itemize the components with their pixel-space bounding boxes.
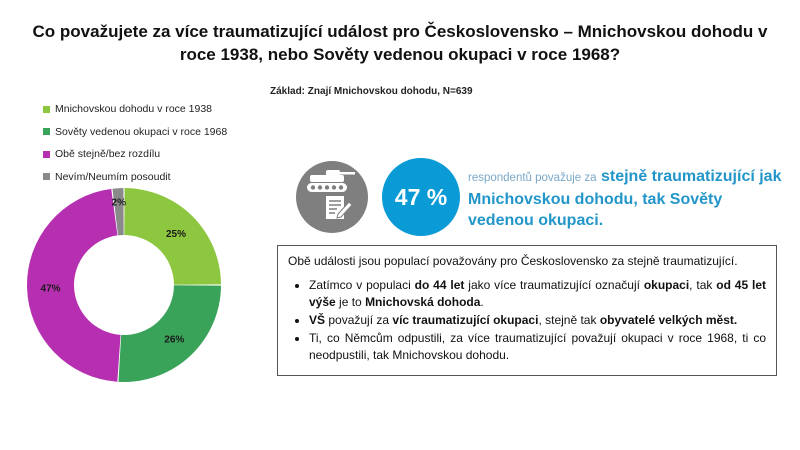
text: , tak [689, 278, 717, 292]
donut-chart [0, 0, 260, 450]
data-label: 26% [164, 334, 185, 346]
text-bold: Mnichovská dohoda [365, 295, 481, 309]
base-note: Základ: Znají Mnichovskou dohodu, N=639 [270, 86, 473, 97]
summary-list [288, 277, 766, 364]
data-label: 2% [111, 197, 126, 209]
percent-badge: 47 % [382, 158, 460, 236]
text: Zatímco v populaci [309, 278, 415, 292]
text-bold: víc traumatizující okupaci [392, 313, 539, 327]
callout-text [468, 166, 788, 231]
text: . [480, 295, 484, 309]
summary-intro: Obě události jsou populací považovány pro Československo za stejně traumatizující. [288, 254, 738, 268]
text: je to [335, 295, 366, 309]
text-bold: okupaci [643, 278, 690, 292]
summary-bullet-age [309, 277, 766, 311]
text-bold: od 45 let výše [309, 278, 766, 309]
legend-label: Sověty vedenou okupaci v roce 1968 [55, 125, 228, 138]
callout-highlight: stejně traumatizující jak Mnichovskou dohodu, tak Sověty vedenou okupaci. [468, 168, 782, 229]
text-bold: obyvatelé velkých měst. [599, 313, 738, 327]
summary-box [277, 245, 777, 376]
data-label: 47% [40, 283, 61, 295]
text-bold: do 44 let [414, 278, 465, 292]
chart-title: Co považujete za více traumatizující událost pro Československo – Mnichovskou dohodu v roce 1938, nebo Sověty vedenou okupaci v roce 1968? [32, 22, 768, 64]
data-label: 25% [165, 229, 186, 241]
summary-bullet-education [309, 312, 766, 329]
legend-label: Obě stejně/bez rozdílu [55, 148, 161, 161]
text-bold: VŠ [309, 313, 326, 327]
summary-bullet-forgiveness: • Ti, co Němcům odpustili, za více traumatizující považují okupaci v roce 1968, ti co neodpustili, tak Mnichovskou dohodu. [309, 330, 766, 364]
legend-label: Mnichovskou dohodu v roce 1938 [55, 103, 213, 116]
document-pen-icon [324, 194, 354, 224]
text: považují za [325, 313, 393, 327]
callout-lead: respondentů považuje za [468, 172, 597, 184]
legend-label: Nevím/Neumím posoudit [55, 170, 171, 183]
text: , stejně tak [538, 313, 600, 327]
text: jako více traumatizující označují [464, 278, 644, 292]
